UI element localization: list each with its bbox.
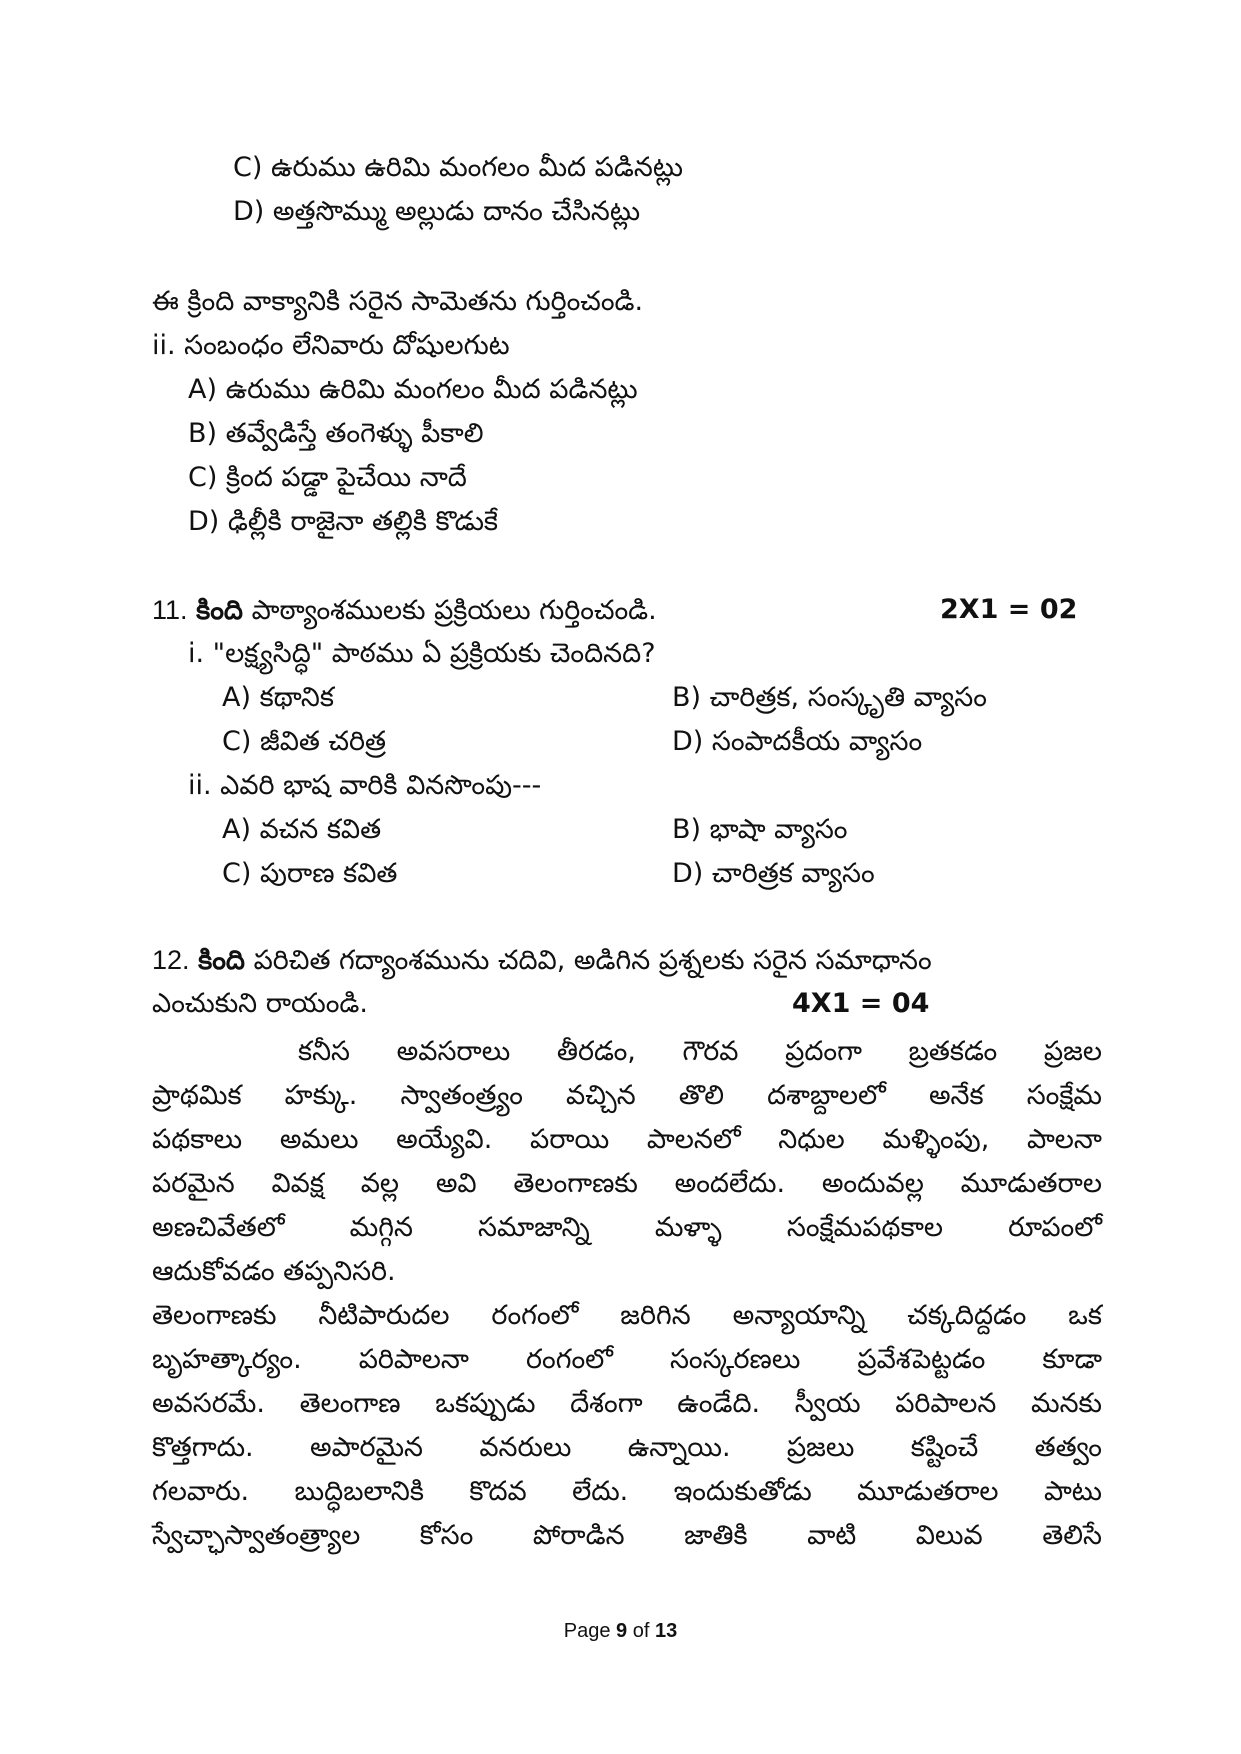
q10b-instruction: ఈ క్రింది వాక్యానికి సరైన సామెతను గుర్తించండి. [152,286,644,317]
footer-page-word: Page [563,1620,611,1642]
q11-ii-option-b: B) భాషా వ్యాసం [672,814,848,845]
q10b-question: ii. సంబంధం లేనివారు దోషులగుట [152,330,510,361]
q11-marks: 2X1 = 02 [940,594,1078,625]
passage-line: పథకాలు అమలు అయ్యేవి. పరాయి పాలనలో నిధుల మళ్ళింపు, పాలనా [152,1124,1102,1155]
q11-instruction: పాఠ్యాంశములకు ప్రక్రియలు గుర్తించండి. [242,595,657,626]
passage-line: అణచివేతలో మగ్గిన సమాజాన్ని మళ్ళా సంక్షేమపథకాల రూపంలో [152,1212,1102,1243]
q12-bold-word: కింది [198,945,245,976]
q10b-option-c: C) క్రింద పడ్డా పైచేయి నాదే [188,462,467,493]
passage-line: బృహత్కార్యం. పరిపాలనా రంగంలో సంస్కరణలు ప్రవేశపెట్టడం కూడా [152,1344,1102,1375]
passage-line: ప్రాథమిక హక్కు. స్వాతంత్ర్యం వచ్చిన తొలి దశాబ్దాలలో అనేక సంక్షేమ [152,1080,1102,1111]
q11-i-question: i. "లక్ష్యసిద్ధి" పాఠము ఏ ప్రక్రియకు చెందినది? [188,638,656,669]
page-footer [0,1620,1241,1643]
q11-ii-question: ii. ఎవరి భాష వారికి వినసొంపు--- [188,770,542,801]
q12-marks: 4X1 = 04 [792,988,930,1019]
q11-heading [152,590,657,631]
q11-bold-word: కింది [196,595,243,626]
q10b-option-a: A) ఉరుము ఉరిమి మంగలం మీద పడినట్లు [188,374,638,405]
passage-line: పరమైన వివక్ష వల్ల అవి తెలంగాణకు అందలేదు. అందువల్ల మూడుతరాల [152,1168,1102,1199]
q11-ii-option-a: A) వచన కవిత [222,814,382,845]
passage-line: స్వేచ్ఛాస్వాతంత్ర్యాల కోసం పోరాడిన జాతికి వాటి విలువ తెలిసే [152,1520,1102,1551]
q10-option-c: C) ఉరుము ఉరిమి మంగలం మీద పడినట్లు [233,152,684,183]
q11-ii-option-c: C) పురాణ కవిత [222,858,398,889]
passage-line: కనీస అవసరాలు తీరడం, గౌరవ ప్రదంగా బ్రతకడం ప్రజల [298,1036,1102,1067]
footer-page-number: 9 [616,1620,628,1642]
q10-option-d: D) అత్తసొమ్ము అల్లుడు దానం చేసినట్లు [233,196,641,227]
passage-line: తెలంగాణకు నీటిపారుదల రంగంలో జరిగిన అన్యాయాన్ని చక్కదిద్దడం ఒక [152,1300,1102,1331]
q12-instruction: పరిచిత గద్యాంశమును చదివి, అడిగిన ప్రశ్నలకు సరైన సమాధానం [245,945,932,976]
passage-line: గలవారు. బుద్ధిబలానికి కొదవ లేదు. ఇందుకుతోడు మూడుతరాల పాటు [152,1476,1102,1507]
q12-number: 12. [152,945,190,975]
q11-i-option-d: D) సంపాదకీయ వ్యాసం [672,726,923,757]
q11-i-option-b: B) చారిత్రక, సంస్కృతి వ్యాసం [672,682,987,713]
q12-heading [152,940,932,981]
footer-page-total: 13 [654,1620,678,1642]
q10b-option-d: D) ఢిల్లీకి రాజైనా తల్లికి కొడుకే [188,506,499,537]
passage-line: కొత్తగాదు. అపారమైన వనరులు ఉన్నాయి. ప్రజలు కష్టించే తత్వం [152,1432,1102,1463]
passage-line: ఆదుకోవడం తప్పనిసరి. [152,1256,396,1287]
q11-i-option-c: C) జీవిత చరిత్ర [222,726,387,757]
footer-of-word: of [632,1620,650,1642]
q12-instruction-line2: ఎంచుకుని రాయండి. [152,988,368,1019]
q11-i-option-a: A) కథానిక [222,682,334,713]
q10b-option-b: B) తవ్వేడిస్తే తంగెళ్ళు పీకాలి [188,418,484,449]
q11-ii-option-d: D) చారిత్రక వ్యాసం [672,858,875,889]
q11-number: 11. [152,595,188,625]
passage-line: అవసరమే. తెలంగాణ ఒకప్పుడు దేశంగా ఉండేది. స్వీయ పరిపాలన మనకు [152,1388,1102,1419]
